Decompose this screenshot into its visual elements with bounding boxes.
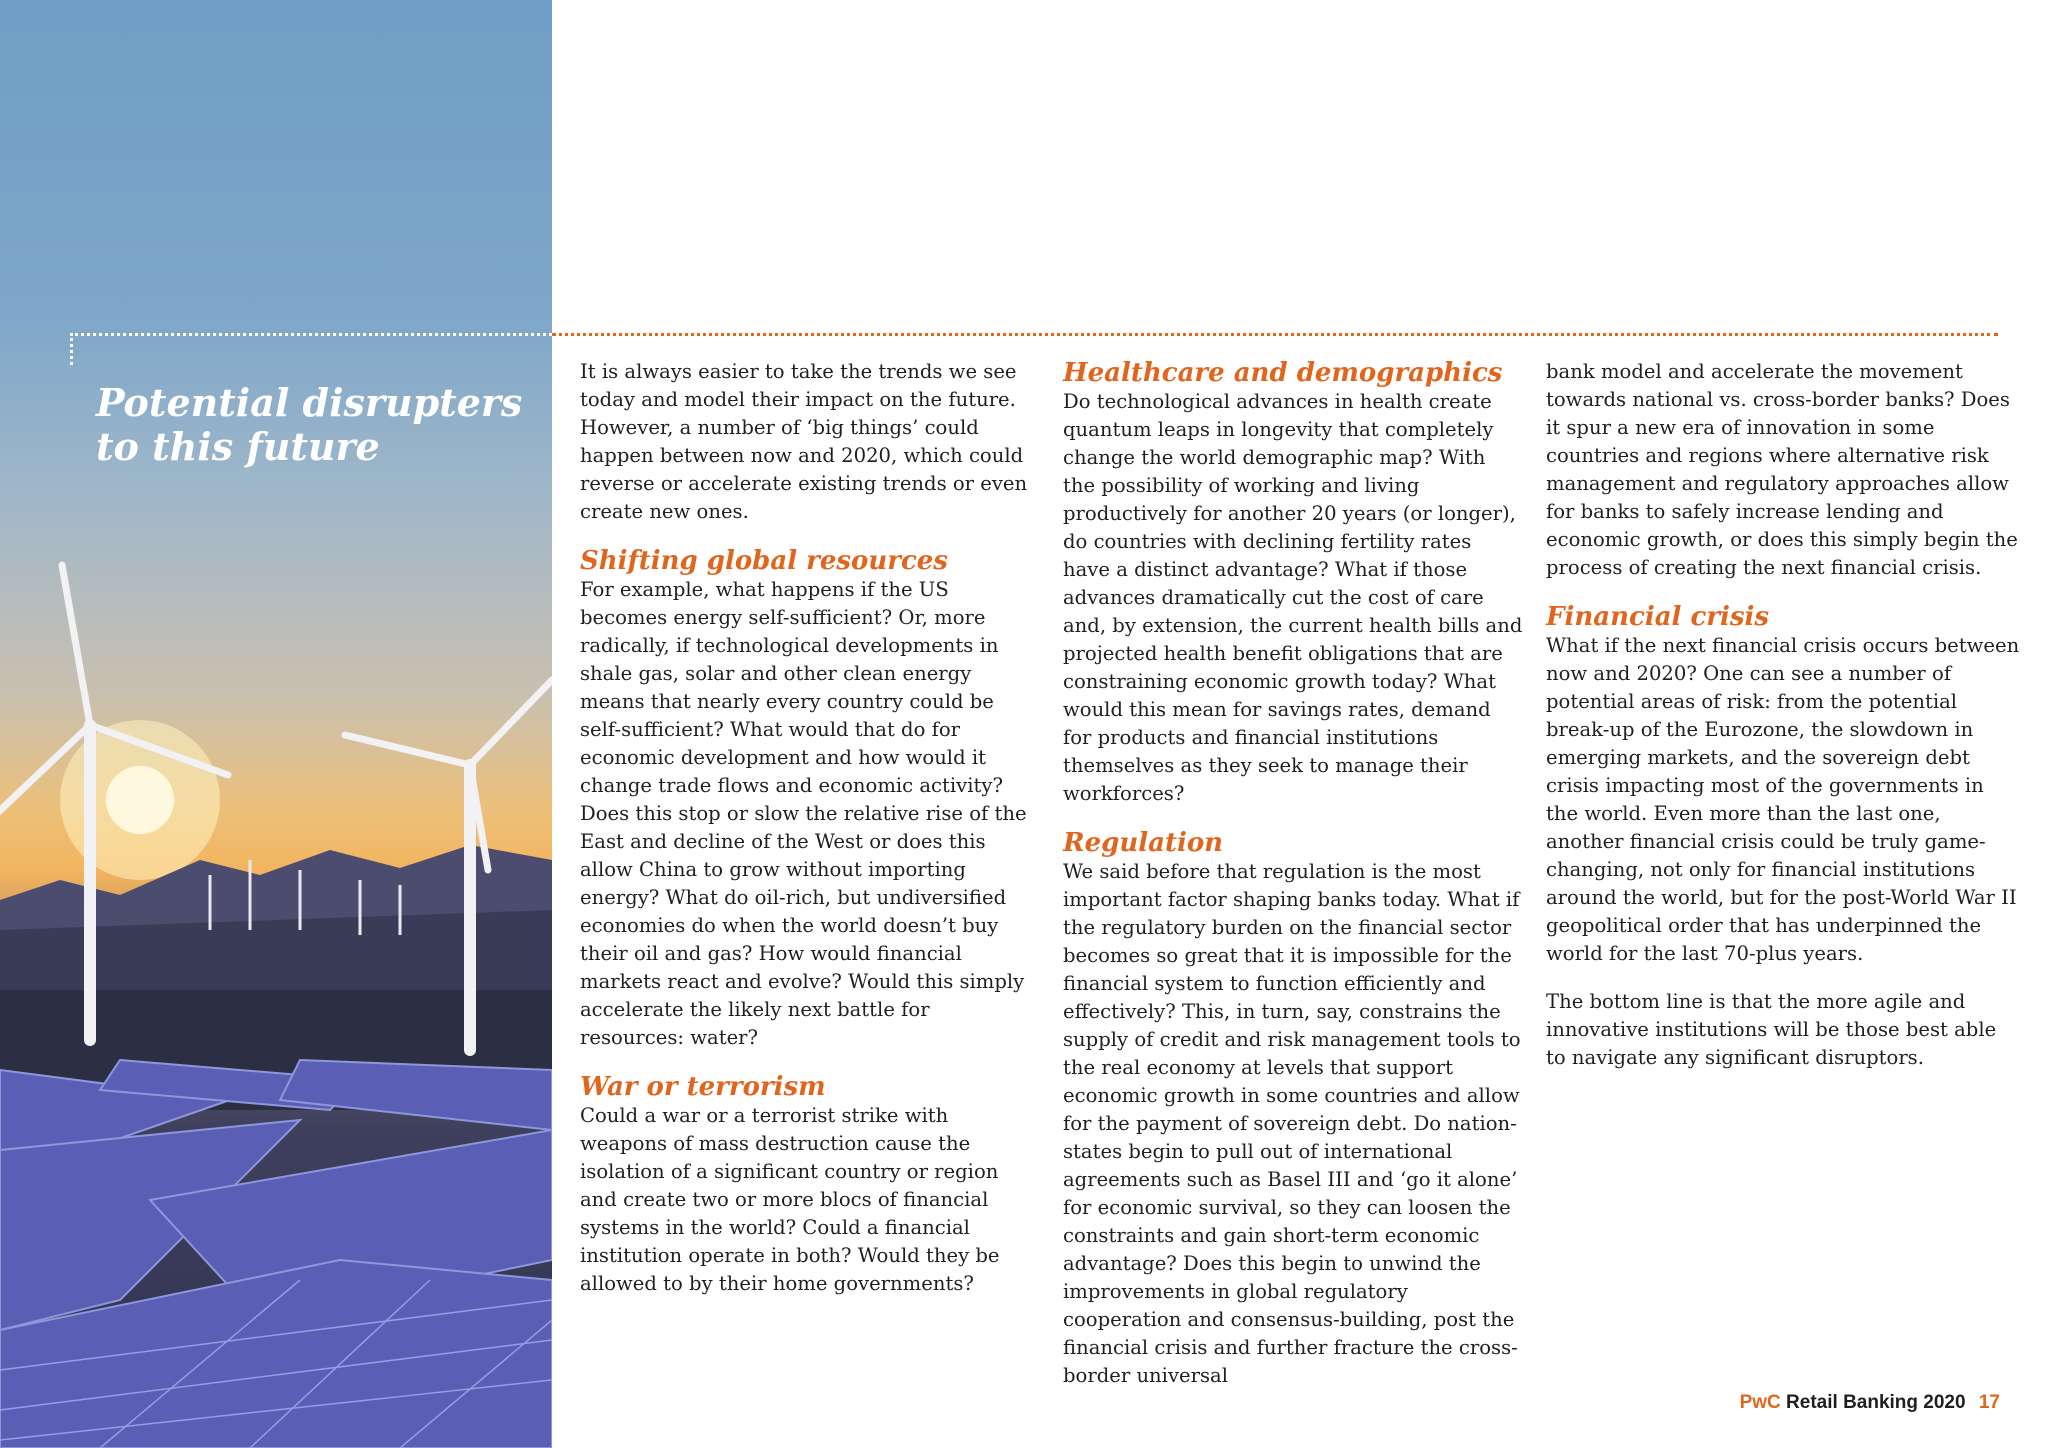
paragraph-financial-crisis: What if the next financial crisis occurs between now and 2020? One can see a number of potential areas of risk: from the potential break-up of the Eurozone, the slowdown in emerging markets, and the sovereign debt crisis impacting most of the governments in the world. Even more than the last one, another financial crisis could be truly game-changing, not only for financial institutions around the world, but for the post-World War II geopolitical order that has underpinned the world for the last 70-plus years. bbox=[1546, 634, 2020, 965]
footer-publication: Retail Banking 2020 bbox=[1786, 1392, 1966, 1413]
intro-paragraph: It is always easier to take the trends we see today and model their impact on the future. However, a number of ‘big things’ could happen between now and 2020, which could reverse or accelerate existing trends or even create new ones. bbox=[580, 360, 1028, 523]
title-rule-white bbox=[70, 333, 552, 336]
title-rule-vertical bbox=[70, 333, 73, 365]
column-1 bbox=[580, 358, 1030, 1318]
footer-brand: PwC bbox=[1739, 1392, 1781, 1413]
column-2 bbox=[1063, 358, 1523, 1410]
wind-solar-photo bbox=[0, 0, 552, 1448]
page-title: Potential disrupters to this future bbox=[96, 380, 523, 470]
section-rule-orange bbox=[552, 333, 1998, 336]
heading-regulation: Regulation bbox=[1063, 828, 1224, 858]
page-footer bbox=[1740, 1392, 2000, 1414]
paragraph-healthcare-and-demographics: Do technological advances in health create quantum leaps in longevity that completely change the world demographic map? With the possibility of working and living productively for another 20 years (or longer), do countries with declining fertility rates have a distinct advantage? What if those advances dramatically cut the cost of care and, by extension, the current health bills and projected health benefit obligations that are constraining economic growth today? What would this mean for savings rates, demand for products and financial institutions themselves as they seek to manage their workforces? bbox=[1063, 390, 1523, 805]
landscape-illustration bbox=[0, 0, 552, 1448]
paragraph-war-or-terrorism: Could a war or a terrorist strike with weapons of mass destruction cause the isolation of a significant country or region and create two or more blocs of financial systems in the world? Could a financial institution operate in both? Would they be allowed to by their home governments? bbox=[580, 1104, 1000, 1295]
heading-healthcare-and-demographics: Healthcare and demographics bbox=[1063, 358, 1503, 388]
heading-war-or-terrorism: War or terrorism bbox=[580, 1072, 826, 1102]
heading-financial-crisis: Financial crisis bbox=[1546, 602, 1770, 632]
paragraph-bottom-line: The bottom line is that the more agile and innovative institutions will be those best able to navigate any significant disruptors. bbox=[1546, 990, 1997, 1069]
paragraph-shifting-global-resources: For example, what happens if the US becomes energy self-sufficient? Or, more radically, if technological developments in shale gas, solar and other clean energy means that nearly every country could be self-sufficient? What would that do for economic development and how would it change trade flows and economic activity? Does this stop or slow the relative rise of the East and decline of the West or does this allow China to grow without importing energy? What do oil-rich, but undiversified economies do when the world doesn’t buy their oil and gas? How would financial markets react and evolve? Would this simply accelerate the likely next battle for resources: water? bbox=[580, 578, 1027, 1049]
heading-shifting-global-resources: Shifting global resources bbox=[580, 546, 948, 576]
paragraph-regulation: We said before that regulation is the most important factor shaping banks today. What if the regulatory burden on the financial sector becomes so great that it is impossible for the financial system to function efficiently and effectively? This, in turn, say, constrains the supply of credit and risk management tools to the real economy at levels that support economic growth in some countries and allow for the payment of sovereign debt. Do nation-states begin to pull out of international agreements such as Basel III and ‘go it alone’ for economic survival, so they can loosen the constraints and gain short-term economic advantage? Does this begin to unwind the improvements in global regulatory cooperation and consensus-building, post the financial crisis and further fracture the cross-border universal bbox=[1063, 860, 1521, 1387]
column-3 bbox=[1546, 358, 2021, 1092]
paragraph-regulation-continued: bank model and accelerate the movement towards national vs. cross-border banks? Does it spur a new era of innovation in some countries and regions where alternative risk management and regulatory approaches allow for banks to safely increase lending and economic growth, or does this simply begin the process of creating the next financial crisis. bbox=[1546, 360, 2018, 579]
page-number: 17 bbox=[1978, 1392, 2000, 1413]
